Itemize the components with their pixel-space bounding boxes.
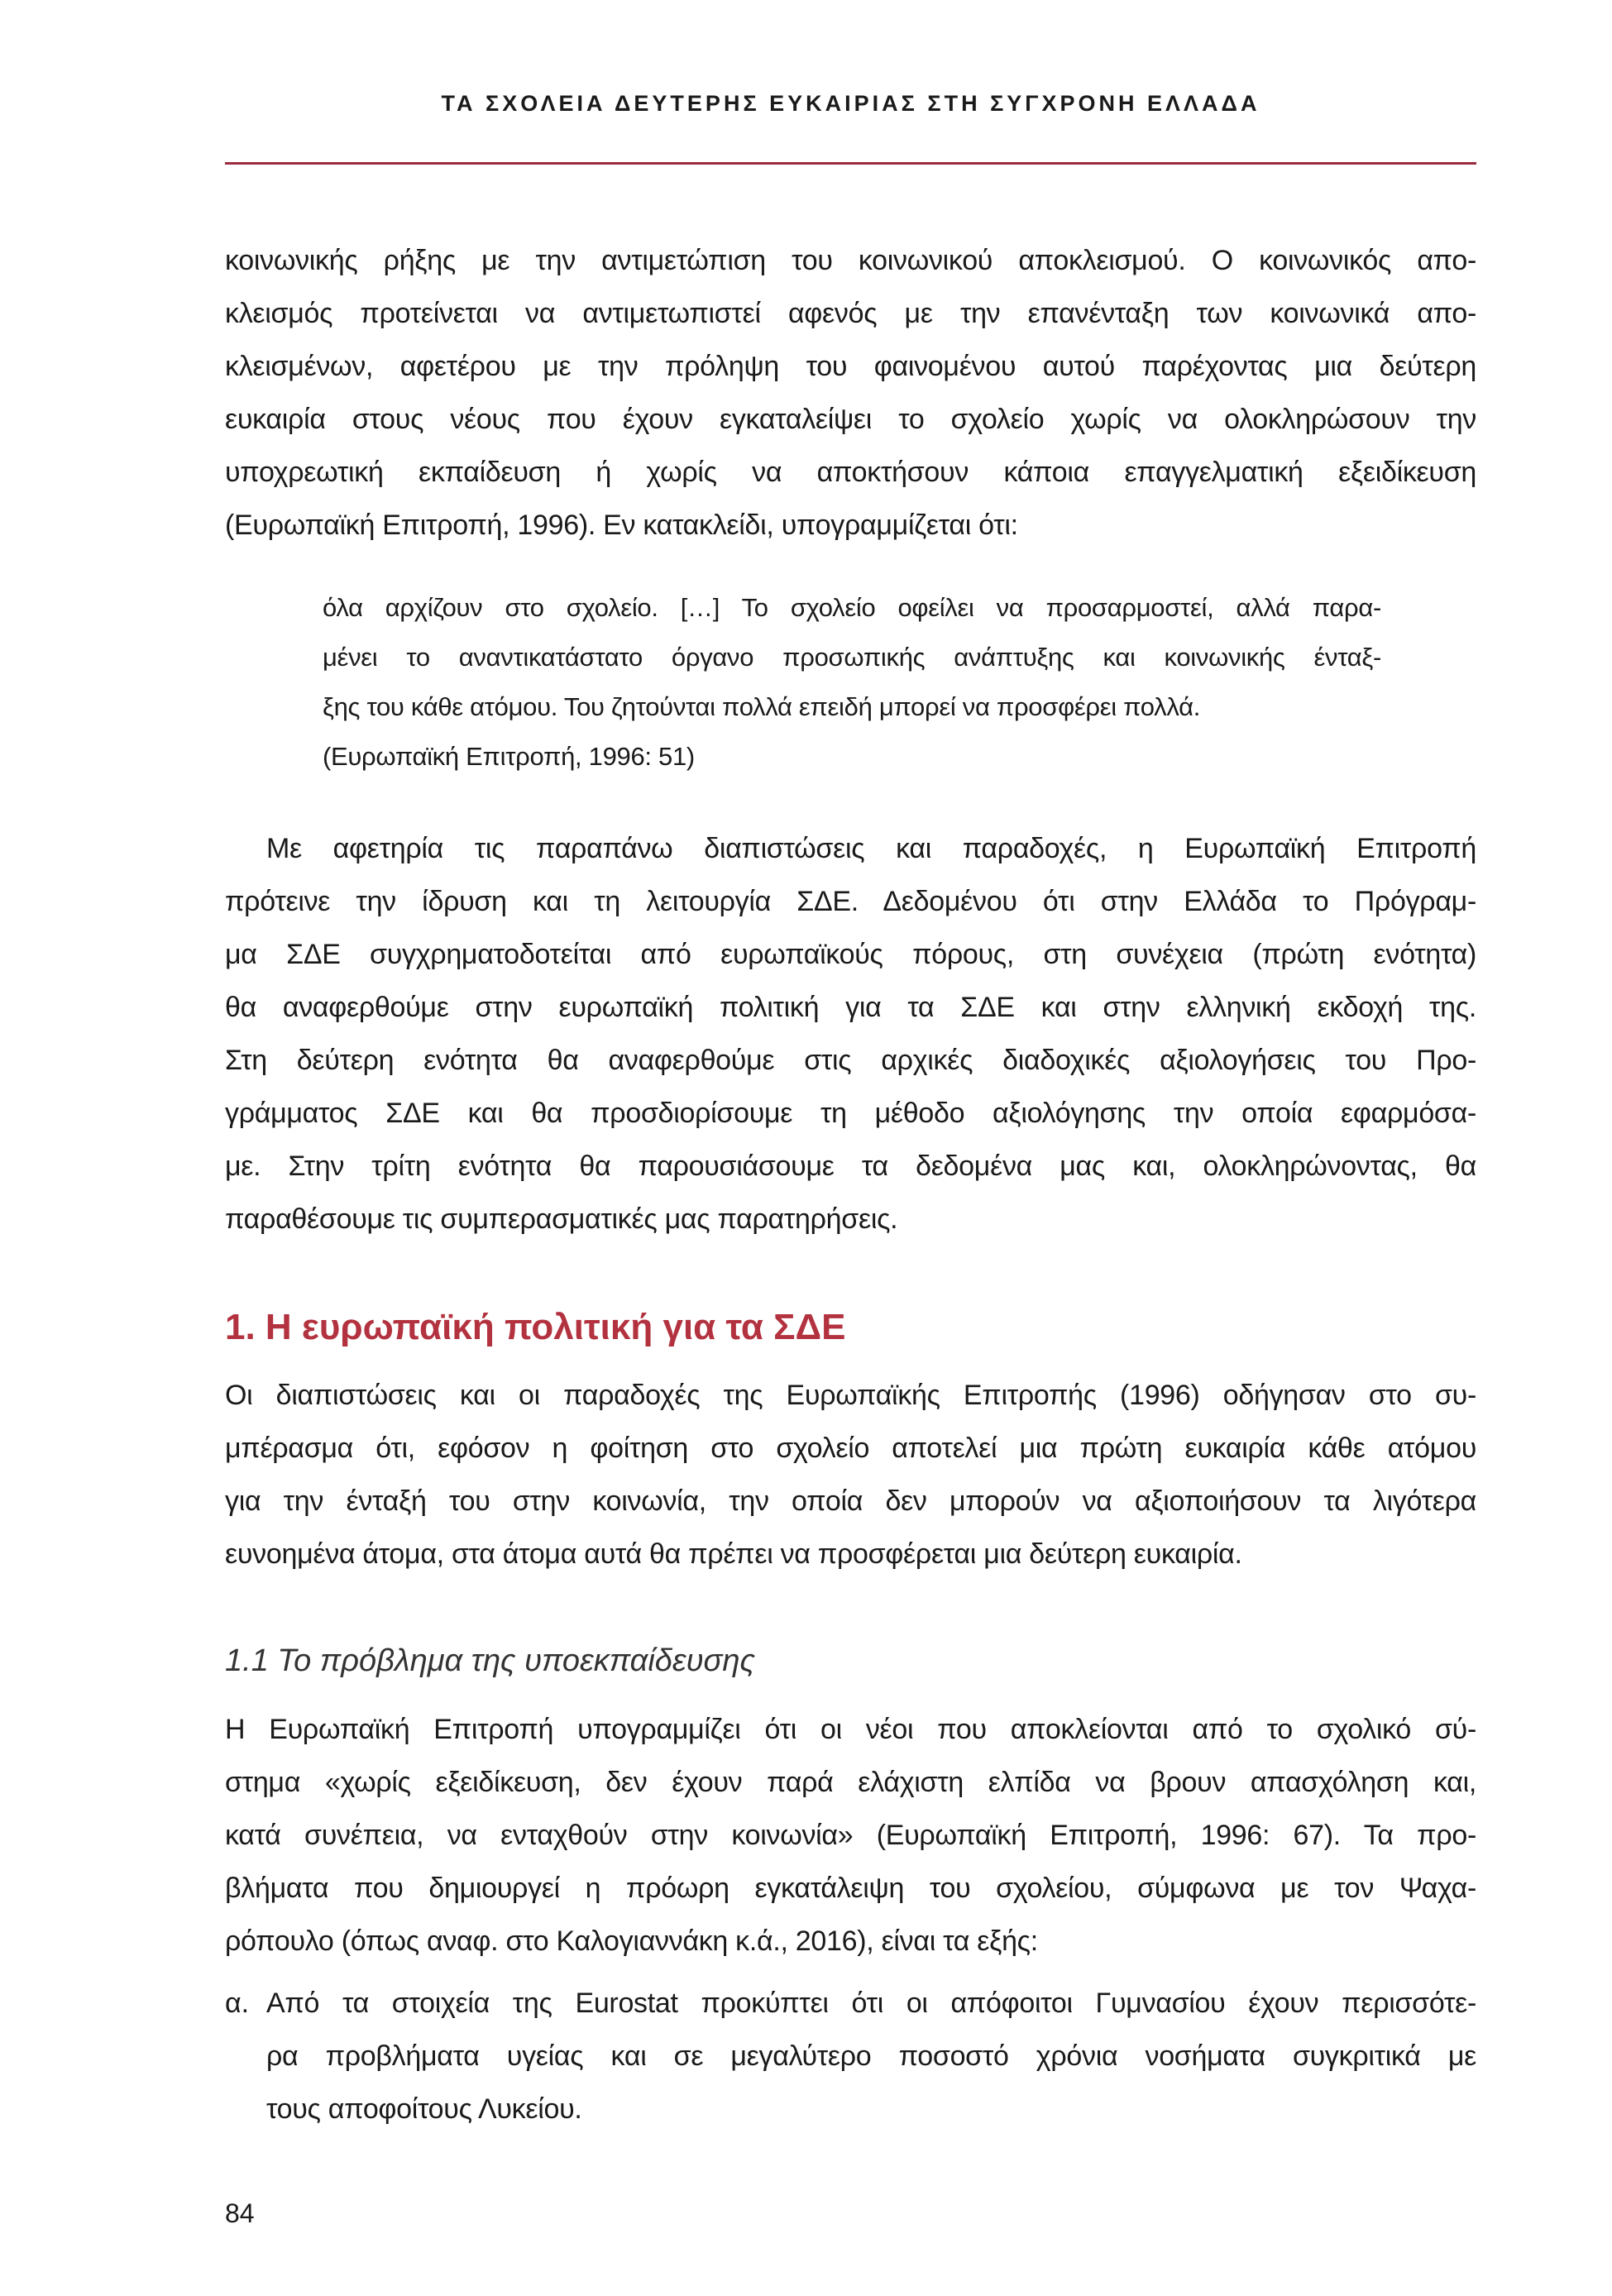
text-line: γράμματος ΣΔΕ και θα προσδιορίσουμε τη μέθοδο αξιολόγησης την οποία εφαρμόσα- xyxy=(225,1098,1476,1129)
section-heading: 1. Η ευρωπαϊκή πολιτική για τα ΣΔΕ xyxy=(225,1307,846,1347)
quote-line: όλα αρχίζουν στο σχολείο. […] Το σχολείο οφείλει να προσαρμοστεί, αλλά παρα- xyxy=(323,593,1381,622)
quote-line: μένει το αναντικατάστατο όργανο προσωπικής ανάπτυξης και κοινωνικής ένταξ- xyxy=(323,643,1381,672)
text-line: παραθέσουμε τις συμπερασματικές μας παρατηρήσεις. xyxy=(225,1203,898,1235)
text-line: ευκαιρία στους νέους που έχουν εγκαταλείψει το σχολείο χωρίς να ολοκληρώσουν την xyxy=(225,404,1476,435)
text-line: κατά συνέπεια, να ενταχθούν στην κοινωνία» (Ευρωπαϊκή Επιτροπή, 1996: 67). Τα προ- xyxy=(225,1820,1476,1851)
text-line: ρα προβλήματα υγείας και σε μεγαλύτερο ποσοστό χρόνια νοσήματα συγκριτικά με xyxy=(266,2040,1476,2072)
text-line: ρόπουλο (όπως αναφ. στο Καλογιαννάκη κ.ά., 2016), είναι τα εξής: xyxy=(225,1925,1038,1957)
text-line: τους αποφοίτους Λυκείου. xyxy=(266,2093,582,2125)
text-line: Με αφετηρία τις παραπάνω διαπιστώσεις και παραδοχές, η Ευρωπαϊκή Επιτροπή xyxy=(266,833,1476,864)
page-number: 84 xyxy=(225,2198,255,2228)
list-item xyxy=(225,1977,1476,2136)
list-marker: α. xyxy=(225,1987,250,2019)
header-rule xyxy=(225,162,1476,165)
subsection-heading: 1.1 Το πρόβλημα της υποεκπαίδευσης xyxy=(225,1643,755,1678)
text-line: κοινωνικής ρήξης με την αντιμετώπιση του κοινωνικού αποκλεισμού. Ο κοινωνικός απο- xyxy=(225,245,1476,276)
text-line: ευνοημένα άτομα, στα άτομα αυτά θα πρέπει να προσφέρεται μια δεύτερη ευκαιρία. xyxy=(225,1538,1242,1570)
text-line: μπέρασμα ότι, εφόσον η φοίτηση στο σχολείο αποτελεί μια πρώτη ευκαιρία κάθε ατόμου xyxy=(225,1433,1476,1464)
text-line: (Ευρωπαϊκή Επιτροπή, 1996). Εν κατακλείδι, υπογραμμίζεται ότι: xyxy=(225,509,1018,541)
quote-citation: (Ευρωπαϊκή Επιτροπή, 1996: 51) xyxy=(323,742,695,771)
text-line: Η Ευρωπαϊκή Επιτροπή υπογραμμίζει ότι οι νέοι που αποκλείονται από το σχολικό σύ- xyxy=(225,1714,1476,1745)
text-line: με. Στην τρίτη ενότητα θα παρουσιάσουμε τα δεδομένα μας και, ολοκληρώνοντας, θα xyxy=(225,1150,1476,1182)
quote-line: ξης του κάθε ατόμου. Του ζητούνται πολλά επειδή μπορεί να προσφέρει πολλά. xyxy=(323,692,1201,721)
paragraph-1 xyxy=(225,234,1476,552)
block-quote xyxy=(323,583,1381,782)
text-line: κλεισμός προτείνεται να αντιμετωπιστεί αφενός με την επανένταξη των κοινωνικά απο- xyxy=(225,298,1476,329)
text-line: Οι διαπιστώσεις και οι παραδοχές της Ευρωπαϊκής Επιτροπής (1996) οδήγησαν στο συ- xyxy=(225,1380,1476,1411)
running-header: ΤΑ ΣΧΟΛΕΙΑ ΔΕΥΤΕΡΗΣ ΕΥΚΑΙΡΙΑΣ ΣΤΗ ΣΥΓΧΡΟΝΗ ΕΛΛΑΔΑ xyxy=(441,91,1260,116)
paragraph-4 xyxy=(225,1703,1476,1968)
paragraph-2 xyxy=(225,822,1476,1246)
text-line: κλεισμένων, αφετέρου με την πρόληψη του φαινομένου αυτού παρέχοντας μια δεύτερη xyxy=(225,351,1476,382)
text-line: υποχρεωτική εκπαίδευση ή χωρίς να αποκτήσουν κάποια επαγγελματική εξειδίκευση xyxy=(225,457,1476,488)
text-line: Στη δεύτερη ενότητα θα αναφερθούμε στις αρχικές διαδοχικές αξιολογήσεις του Προ- xyxy=(225,1045,1476,1076)
text-line: μα ΣΔΕ συγχρηματοδοτείται από ευρωπαϊκούς πόρους, στη συνέχεια (πρώτη ενότητα) xyxy=(225,939,1476,970)
text-line: στημα «χωρίς εξειδίκευση, δεν έχουν παρά ελάχιστη ελπίδα να βρουν απασχόληση και, xyxy=(225,1767,1476,1798)
text-line: βλήματα που δημιουργεί η πρόωρη εγκατάλειψη του σχολείου, σύμφωνα με τον Ψαχα- xyxy=(225,1873,1476,1904)
text-line: πρότεινε την ίδρυση και τη λειτουργία ΣΔΕ. Δεδομένου ότι στην Ελλάδα το Πρόγραμ- xyxy=(225,886,1476,917)
text-line: θα αναφερθούμε στην ευρωπαϊκή πολιτική για τα ΣΔΕ και στην ελληνική εκδοχή της. xyxy=(225,992,1476,1023)
text-line: για την ένταξή του στην κοινωνία, την οποία δεν μπορούν να αξιοποιήσουν τα λιγότερα xyxy=(225,1485,1476,1517)
paragraph-3 xyxy=(225,1369,1476,1581)
text-line: Από τα στοιχεία της Eurostat προκύπτει ότι οι απόφοιτοι Γυμνασίου έχουν περισσότε- xyxy=(266,1987,1476,2019)
